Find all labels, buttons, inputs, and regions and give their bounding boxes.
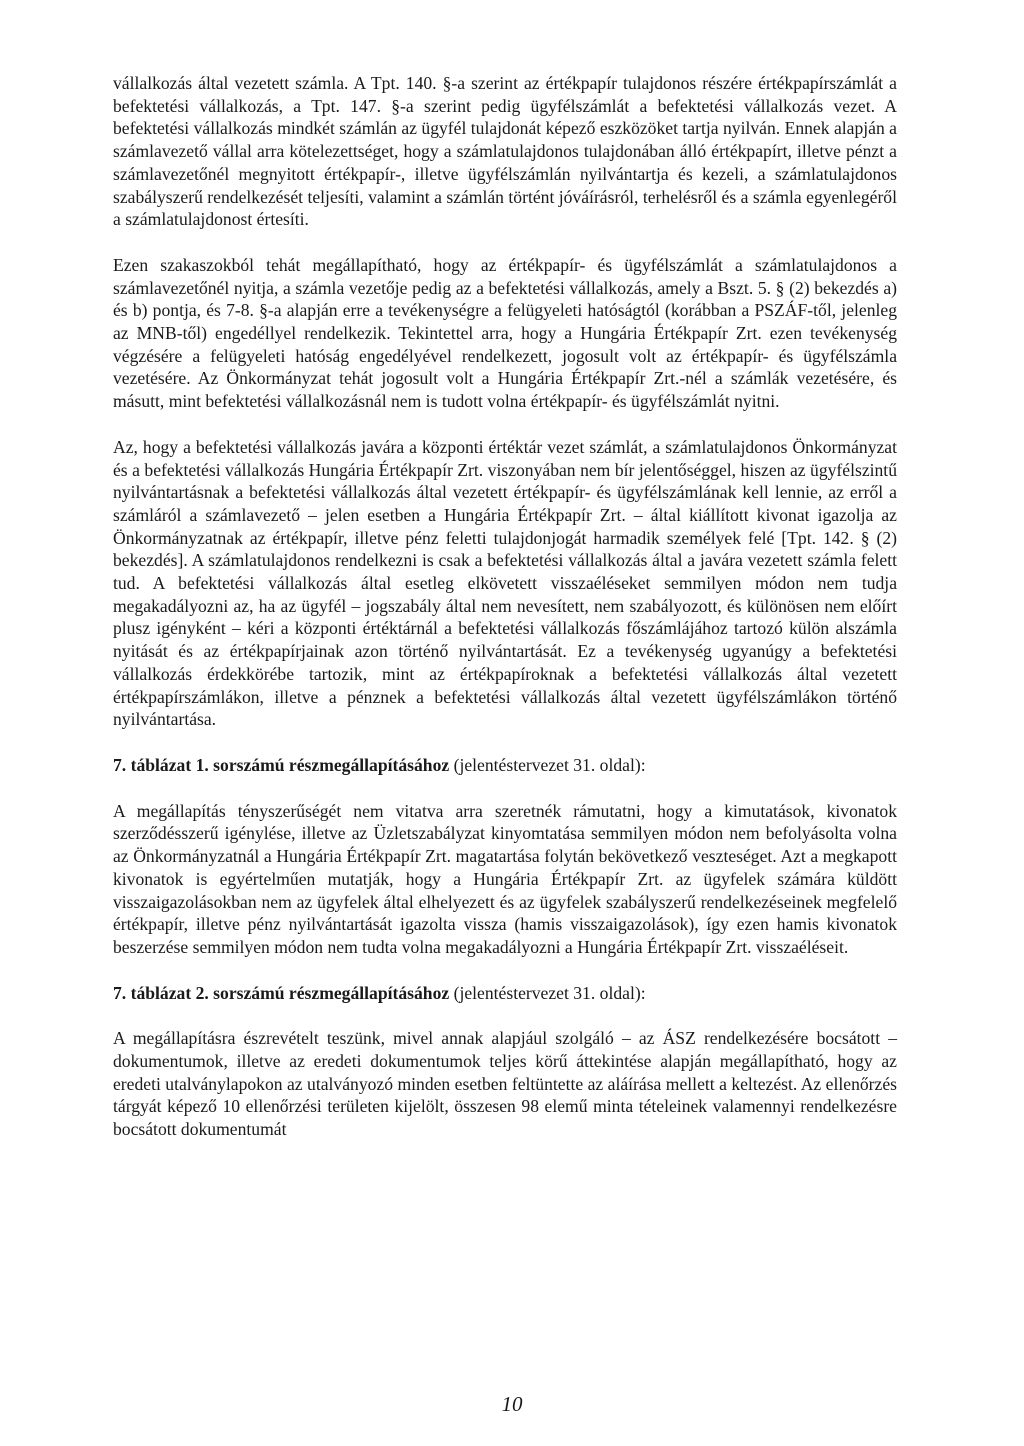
section-heading-1-bold: 7. táblázat 1. sorszámú részmegállapításához (113, 754, 450, 775)
section-2-body: A megállapításra észrevételt teszünk, mivel annak alapjául szolgáló – az ÁSZ rendelkezésére bocsátott – dokumentumok, illetve az eredeti dokumentumok teljes körű áttekintése alapján megállapítható, hogy az eredeti utalványlapokon az utalványozó minden esetben feltüntette az aláírása mellett a keltezést. Az ellenőrzés tárgyát képező 10 ellenőrzési területen kijelölt, összesen 98 elemű minta tételeinek valamennyi rendelkezésre bocsátott dokumentumát (113, 1028, 897, 1140)
page-number: 10 (501, 1392, 523, 1416)
paragraph-1: vállalkozás által vezetett számla. A Tpt. 140. §-a szerint az értékpapír tulajdonos részére értékpapírszámlát a befektetési vállalkozás, a Tpt. 147. §-a szerint pedig ügyfélszámlát a befektetési vállalkozás vezet. A befektetési vállalkozás mindkét számlán az ügyfél tulajdonát képező eszközöket tartja nyilván. Ennek alapján a számlavezető vállal arra kötelezettséget, hogy a számlatulajdonos tulajdonában álló értékpapírt, illetve pénzt a számlavezetőnél megnyitott értékpapír-, illetve ügyfélszámlán nyilvántartja és kezeli, a számlatulajdonos szabályszerű rendelkezését teljesíti, valamint a számlán történt jóváírásról, terhelésről és a számla egyenlegéről a számlatulajdonost értesíti. (113, 73, 897, 230)
document-page (113, 72, 897, 1141)
section-1-body: A megállapítás tényszerűségét nem vitatva arra szeretnék rámutatni, hogy a kimutatások, kivonatok szerződésszerű igénylése, illetve az Üzletszabályzat kinyomtatása semmilyen módon nem befolyásolta volna az Önkormányzatnál a Hungária Értékpapír Zrt. magatartása folytán bekövetkező veszteséget. Azt a megkapott kivonatok is egyértelműen mutatják, hogy a Hungária Értékpapír Zrt. az ügyfelek számára küldött visszaigazolásokban nem az ügyfelek által elhelyezett és az ügyfelek szabályszerű rendelkezéseinek megfelelő értékpapír, illetve pénz nyilvántartását igazolta vissza (hamis visszaigazolások), így ezen hamis kivonatok beszerzése semmilyen módon nem tudta volna megakadályozni a Hungária Értékpapír Zrt. visszaéléseit. (113, 800, 897, 957)
section-heading-1-rest: (jelentéstervezet 31. oldal): (449, 754, 646, 775)
section-heading-2-rest: (jelentéstervezet 31. oldal): (449, 982, 646, 1003)
section-heading-2 (113, 982, 897, 1005)
paragraph-2: Ezen szakaszokból tehát megállapítható, hogy az értékpapír- és ügyfélszámlát a számlatulajdonos a számlavezetőnél nyitja, a számla vezetője pedig az a befektetési vállalkozás, amely a Bszt. 5. § (2) bekezdés a) és b) pontja, és 7-8. §-a alapján erre a tevékenységre a felügyeleti hatóságtól (korábban a PSZÁF-től, jelenleg az MNB-től) engedéllyel rendelkezik. Tekintettel arra, hogy a Hungária Értékpapír Zrt. ezen tevékenység végzésére a felügyeleti hatóság engedélyével rendelkezett, jogosult volt az értékpapír- és ügyfélszámla vezetésére. Az Önkormányzat tehát jogosult volt a Hungária Értékpapír Zrt.-nél a számlák vezetésére, és másutt, mint befektetési vállalkozásnál nem is tudott volna értékpapír- és ügyfélszámlát nyitni. (113, 254, 897, 412)
section-heading-2-bold: 7. táblázat 2. sorszámú részmegállapításához (113, 982, 450, 1003)
section-heading-1 (113, 754, 897, 777)
paragraph-3: Az, hogy a befektetési vállalkozás javára a központi értéktár vezet számlát, a számlatulajdonos Önkormányzat és a befektetési vállalkozás Hungária Értékpapír Zrt. viszonyában nem bír jelentőséggel, hiszen az ügyfélszintű nyilvántartásnak a befektetési vállalkozás által vezetett értékpapír- és ügyfélszámlának kell lennie, az erről a számláról a számlavezető – jelen esetben a Hungária Értékpapír Zrt. – által kiállított kivonat igazolja az Önkormányzatnak az értékpapír, illetve pénz feletti tulajdonjogát harmadik személyek felé [Tpt. 142. § (2) bekezdés]. A számlatulajdonos rendelkezni is csak a befektetési vállalkozás által a javára vezetett számla felett tud. A befektetési vállalkozás által esetleg elkövetett visszaéléseket semmilyen módon nem tudja megakadályozni az, ha az ügyfél – jogszabály által nem nevesített, nem szabályozott, és különösen nem előírt plusz igényként – kéri a központi értéktárnál a befektetési vállalkozás főszámlájához tartozó külön alszámla nyitását és az értékpapírjainak azon történő nyilvántartását. Ez a tevékenység ugyanúgy a befektetési vállalkozás érdekkörébe tartozik, mint az értékpapíroknak a befektetési vállalkozás által vezetett értékpapírszámlákon, illetve a pénznek a befektetési vállalkozás által vezetett ügyfélszámlákon történő nyilvántartása. (113, 436, 897, 730)
